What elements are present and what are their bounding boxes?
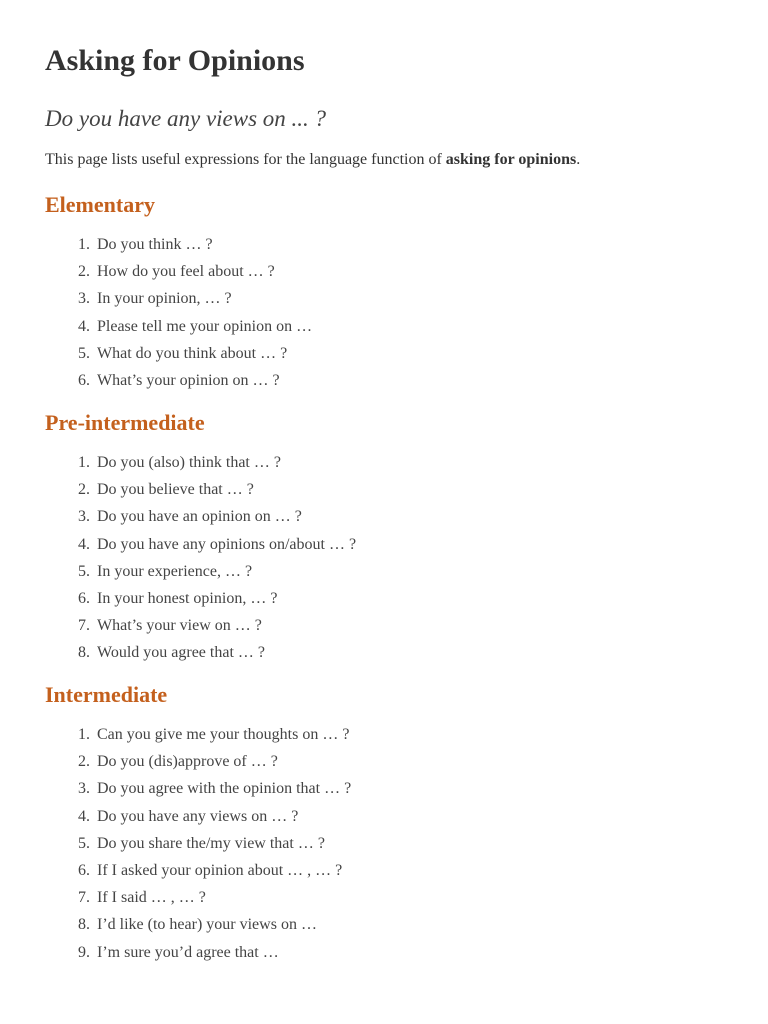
list-item-number: 2 . [45,479,90,506]
list-item-number: 4 . [45,316,90,343]
list-item [45,724,351,751]
list-item [45,887,351,914]
intro-text-bold: asking for opinions [445,151,577,168]
list-item [45,615,356,642]
list-item-number: 5 . [45,561,90,588]
list-item [45,261,312,288]
list-item-text: Can you give me your thoughts on … ? [97,726,350,743]
list-elementary [45,234,312,397]
section-heading-elementary: Elementary [45,192,155,217]
list-item-number: 3 . [45,288,90,315]
list-item [45,860,351,887]
list-item-number: 2 . [45,751,90,778]
page-title: Asking for Opinions [45,44,305,77]
list-item-text: What’s your view on … ? [97,617,262,635]
list-item-text: How do you feel about … ? [97,263,275,281]
section-heading-pre-intermediate: Pre-intermediate [45,410,205,435]
list-item [45,561,356,588]
intro-paragraph [45,151,580,169]
list-item [45,778,351,805]
list-item-number: 2 . [45,261,90,288]
intro-text-before: This page lists useful expressions for the language function of [45,151,446,168]
list-item-text: In your honest opinion, … ? [97,589,278,607]
list-item [45,534,356,561]
list-item [45,452,356,479]
list-item-text: In your experience, … ? [97,562,253,580]
list-item-text: If I said … , … ? [97,889,206,907]
list-item-text: What’s your opinion on … ? [97,371,280,389]
list-item-number: 7 . [45,615,90,642]
list-item-text: Do you have an opinion on … ? [97,508,302,526]
list-item-number: 7 . [45,887,90,914]
list-item-number: 8 . [45,642,90,669]
intro-text-after: . [576,151,581,168]
list-item-text: Do you think … ? [97,236,213,253]
list-item-number: 3 . [45,506,90,533]
list-item [45,914,351,941]
list-item-number: 1 . [45,452,90,479]
list-item-text: In your opinion, … ? [97,290,232,308]
list-item-text: Do you (also) think that … ? [97,454,281,471]
list-item-number: 9 . [45,942,90,969]
list-item-number: 6 . [45,370,90,397]
list-item [45,479,356,506]
section-heading-intermediate: Intermediate [45,682,168,707]
list-item-text: Do you have any opinions on/about … ? [97,535,357,553]
list-pre-intermediate [45,452,356,670]
list-item-number: 1 . [45,234,90,261]
list-item-text: Do you agree with the opinion that … ? [97,780,352,798]
list-item-text: Do you (dis)approve of … ? [97,753,278,771]
list-item-text: If I asked your opinion about … , … ? [97,861,343,879]
list-item-text: I’d like (to hear) your views on … [97,916,317,934]
list-item [45,833,351,860]
list-item-text: Do you share the/my view that … ? [97,834,325,852]
list-item [45,343,312,370]
list-item [45,942,351,969]
list-item-number: 6 . [45,588,90,615]
list-item-number: 5 . [45,343,90,370]
list-item-text: Please tell me your opinion on … [97,317,313,335]
list-item-number: 4 . [45,806,90,833]
list-intermediate [45,724,351,969]
list-item-text: Would you agree that … ? [97,644,265,662]
list-item [45,370,312,397]
list-item-number: 4 . [45,534,90,561]
list-item [45,316,312,343]
list-item [45,288,312,315]
list-item [45,234,312,261]
list-item [45,588,356,615]
list-item [45,806,351,833]
list-item-text: Do you believe that … ? [97,481,254,499]
list-item-number: 1 . [45,724,90,751]
list-item-text: I’m sure you’d agree that … [97,943,279,961]
list-item [45,642,356,669]
list-item-number: 8 . [45,914,90,941]
page-subtitle: Do you have any views on ... ? [45,106,327,131]
list-item-text: Do you have any views on … ? [97,807,299,825]
list-item [45,751,351,778]
list-item [45,506,356,533]
list-item-text: What do you think about … ? [97,344,288,362]
list-item-number: 6 . [45,860,90,887]
list-item-number: 3 . [45,778,90,805]
list-item-number: 5 . [45,833,90,860]
